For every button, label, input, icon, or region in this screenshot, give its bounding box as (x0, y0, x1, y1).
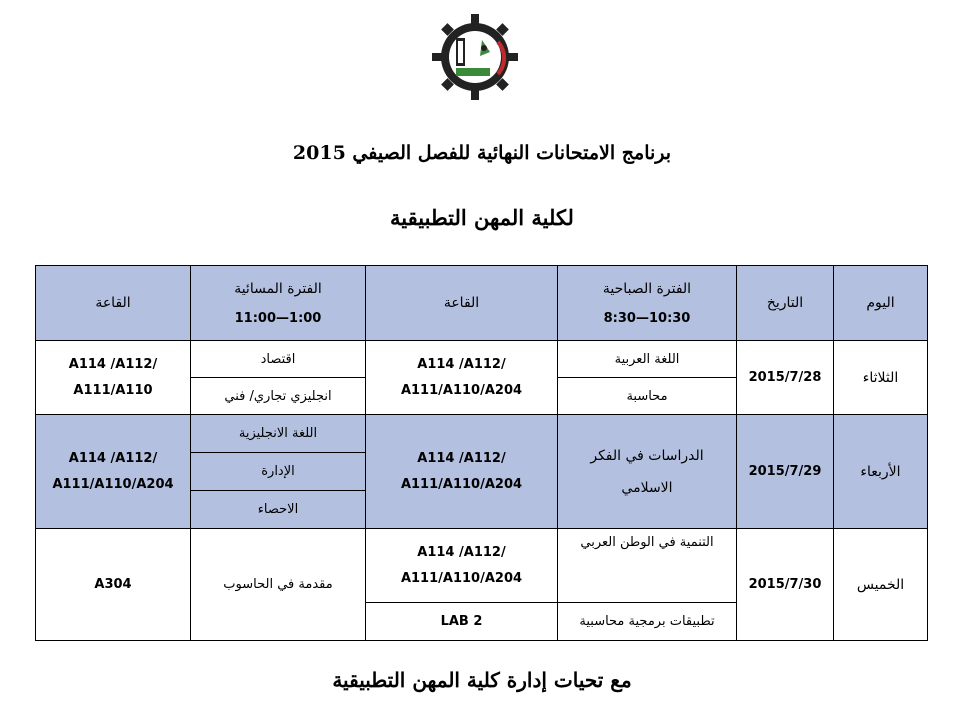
college-title: لكلية المهن التطبيقية (390, 205, 574, 230)
morning-subject-cell: محاسبة (558, 378, 737, 415)
header-morning (558, 266, 737, 341)
day-cell: الأربعاء (834, 415, 928, 529)
morning-subject-cell: اللغة العربية (558, 341, 737, 378)
header-day: اليوم (834, 266, 928, 341)
evening-subject-cell: الإدارة (191, 453, 366, 491)
room-line: A111/A110/A204 (400, 382, 523, 398)
evening-subject-cell: الاحصاء (191, 491, 366, 529)
table-row (36, 415, 928, 453)
room-cell (36, 415, 191, 529)
room-line: A111/A110/A204 (400, 476, 523, 492)
room-line: A114 /A112/ (68, 450, 158, 466)
subject-line: الدراسات في الفكر (590, 447, 704, 464)
day-cell: الخميس (834, 529, 928, 641)
morning-subject-cell (558, 415, 737, 529)
date-cell: 2015/7/29 (737, 415, 834, 529)
header-morning-time: 8:30—10:30 (603, 310, 691, 326)
room-cell (36, 341, 191, 415)
room-cell (366, 529, 558, 603)
date-cell: 2015/7/28 (737, 341, 834, 415)
room-cell: A304 (36, 529, 191, 641)
header-evening-label: الفترة المسائية (234, 280, 322, 297)
header-room-2: القاعة (36, 266, 191, 341)
table-row (36, 529, 928, 603)
evening-subject-cell: اللغة الانجليزية (191, 415, 366, 453)
exam-schedule-title: برنامج الامتحانات النهائية للفصل الصيفي 2015 (292, 142, 672, 164)
subject-line: الاسلامي (621, 479, 673, 496)
header-evening (191, 266, 366, 341)
room-cell (366, 415, 558, 529)
room-cell (366, 341, 558, 415)
header-room-1: القاعة (366, 266, 558, 341)
room-line: A111/A110/A204 (52, 476, 174, 492)
university-logo (430, 12, 520, 102)
evening-subject-cell: انجليزي تجاري/ فني (191, 378, 366, 415)
room-line: A114 /A112/ (68, 356, 158, 372)
evening-subject-cell: اقتصاد (191, 341, 366, 378)
room-line: A114 /A112/ (417, 544, 506, 560)
evening-subject-cell: مقدمة في الحاسوب (191, 529, 366, 641)
table-header-row (36, 266, 928, 341)
table-row (36, 341, 928, 378)
room-line: A114 /A112/ (417, 356, 506, 372)
morning-subject-cell: تطبيقات برمجية محاسبية (558, 603, 737, 641)
exam-schedule-table (35, 265, 928, 641)
header-date: التاريخ (737, 266, 834, 341)
room-cell: LAB 2 (366, 603, 558, 641)
morning-subject-cell: التنمية في الوطن العربي (558, 529, 737, 603)
date-cell: 2015/7/30 (737, 529, 834, 641)
day-cell: الثلاثاء (834, 341, 928, 415)
header-morning-label: الفترة الصباحية (602, 280, 692, 297)
footer-greeting: مع تحيات إدارة كلية المهن التطبيقية (332, 668, 632, 692)
room-line: A111/A110 (73, 382, 153, 398)
header-evening-time: 11:00—1:00 (234, 310, 322, 326)
room-line: A111/A110/A204 (400, 570, 523, 586)
room-line: A114 /A112/ (417, 450, 506, 466)
